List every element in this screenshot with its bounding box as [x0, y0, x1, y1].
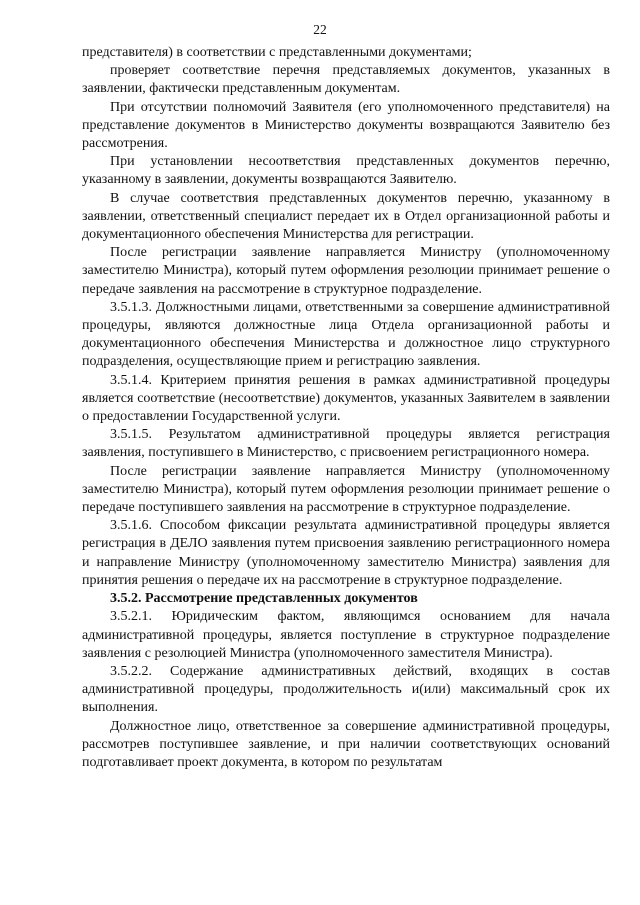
paragraph: После регистрации заявление направляется Министру (уполномоченному заместителю Министра), который путем оформления резолюции принимает решение о передаче заявления на рассмотрение в структурное подразделение. [82, 245, 610, 297]
paragraph-3-5-2-1: 3.5.2.1. Юридическим фактом, являющимся основанием для начала административной процедуры, является поступление в структурное подразделение заявления с резолюцией Министра (уполномоченного заместителя Министра). [82, 609, 610, 661]
paragraph: При отсутствии полномочий Заявителя (его уполномоченного представителя) на представление документов в Министерство документы возвращаются Заявителю без рассмотрения. [82, 99, 610, 152]
page-number: 22 [313, 22, 327, 37]
section-heading: 3.5.2. Рассмотрение представленных документов [110, 591, 418, 607]
paragraph: В случае соответствия представленных документов перечню, указанному в заявлении, ответственный специалист передает их в Отдел организационной работы и документационного обеспечения Министерства для регистрации. [82, 190, 610, 243]
paragraph-3-5-1-3: 3.5.1.3. Должностными лицами, ответственными за совершение административной процедуры, являются должностные лица Отдела организационной работы и документационного обеспечения Министерства и должностное лицо структурного подразделения, осуществляющие прием и регистрацию заявления. [82, 299, 610, 370]
paragraph-3-5-1-6: 3.5.1.6. Способом фиксации результата административной процедуры является регистрация в ДЕЛО заявления путем присвоения заявлению регистрационного номера и направление Министру (уполномоченному заместителю Министра) заявления для принятия решения о передаче их на рассмотрение в структурное подразделение. [82, 518, 610, 588]
paragraph: После регистрации заявление направляется Министру (уполномоченному заместителю Министра), который путем оформления резолюции принимает решение о передаче поступившего заявления на рассмотрение в структурное подразделение. [82, 463, 610, 516]
paragraph-3-5-2-2: 3.5.2.2. Содержание административных действий, входящих в состав административной процедуры, продолжительность и(или) максимальный срок их выполнения. [82, 663, 610, 716]
paragraph: При установлении несоответствия представленных документов перечню, указанному в заявлении, документы возвращаются Заявителю. [82, 154, 610, 188]
paragraph: проверяет соответствие перечня представляемых документов, указанных в заявлении, фактически представленным документам. [82, 63, 610, 97]
paragraph-continuation: представителя) в соответствии с представленными документами; [82, 45, 472, 60]
paragraph-3-5-1-5: 3.5.1.5. Результатом административной процедуры является регистрация заявления, поступившего в Министерство, с присвоением регистрационного номера. [82, 427, 610, 461]
paragraph-3-5-1-4: 3.5.1.4. Критерием принятия решения в рамках административной процедуры является соответствие (несоответствие) документов, указанных Заявителем в заявлении о предоставлении Государственной услуги. [82, 372, 610, 425]
document-body [82, 44, 610, 772]
paragraph: Должностное лицо, ответственное за совершение административной процедуры, рассмотрев поступившее заявление, и при наличии соответствующих оснований подготавливает проект документа, в котором по результатам [82, 718, 610, 770]
